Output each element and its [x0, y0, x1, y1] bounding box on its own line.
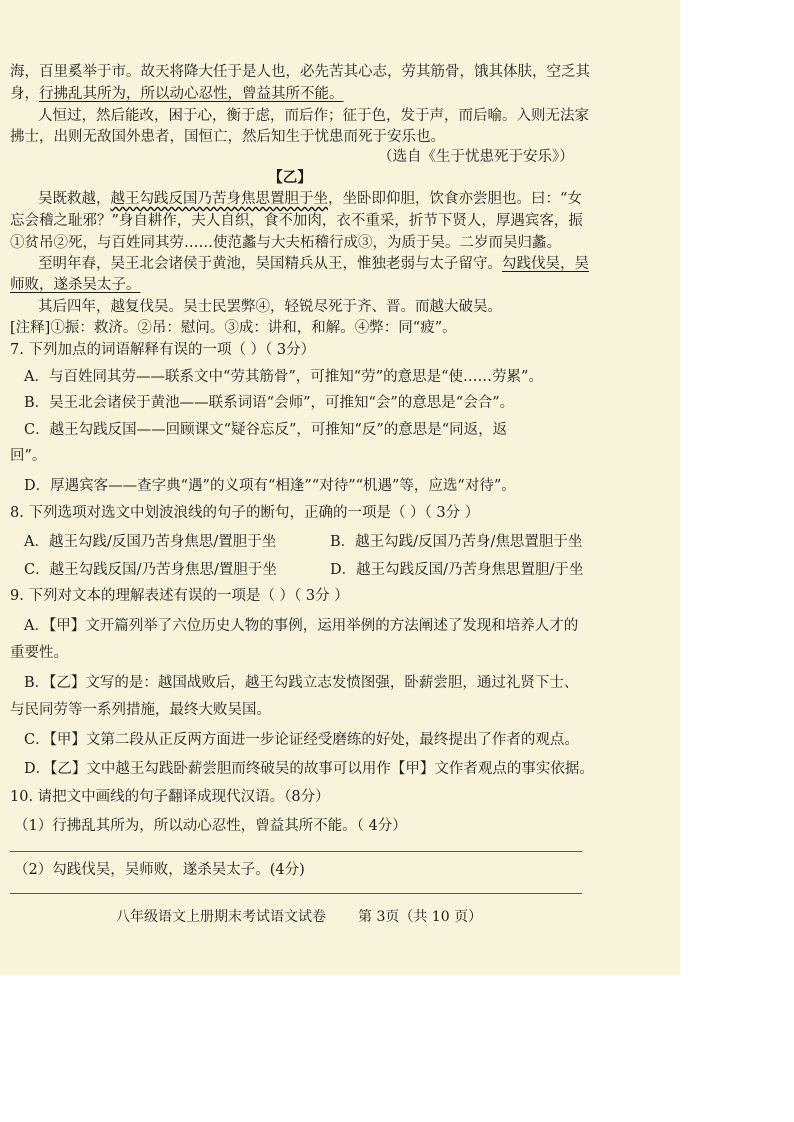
q9-option-c: C．【甲】文第二段从正反两方面进一步论证经受磨练的好处，最终提出了作者的观点。	[24, 732, 579, 748]
passage-jia-source: （选自《生于忧患死于安乐》）	[378, 149, 574, 165]
passage-jia-line-4: 拂士，出则无敌国外患者，国恒亡，然后知生于忧患而死于安乐也。	[10, 129, 445, 145]
q7-option-c-line-2: 回”。	[10, 448, 47, 464]
passage-jia-line-2-prefix: 身，	[10, 86, 39, 102]
q8-option-d: D．越王勾践反国/乃苦身焦思置胆/于坐	[330, 562, 584, 578]
passage-jia-line-2	[10, 84, 344, 104]
q10-stem: 10. 请把文中画线的句子翻译成现代汉语。（8分）	[10, 789, 330, 805]
underlined-sentence-2b: 师败，遂杀吴太子。	[10, 277, 141, 293]
q9-stem: 9. 下列对文本的理解表述有误的一项是（ ）（ 3分 ）	[10, 588, 349, 604]
exam-title: 八年级语文上册期末考试语文试卷	[116, 909, 326, 925]
q9-option-a-line-2: 重要性。	[10, 645, 68, 661]
q8-option-a: A．越王勾践/反国乃苦身焦思/置胆于坐	[24, 534, 277, 550]
answer-line-1	[10, 851, 582, 852]
q8-option-c: C．越王勾践反国/乃苦身焦思/置胆于坐	[24, 562, 277, 578]
passage-yi-p2-line-1	[38, 254, 589, 274]
q10-sentence-2: （2）勾践伐吴，吴师败，遂杀吴太子。(4分)	[14, 862, 305, 878]
passage-yi-p1-prefix: 吴既救越，	[38, 191, 111, 207]
passage-yi-p2-prefix: 至明年春，吴王北会诸侯于黄池，吴国精兵从王，惟独老弱与太子留守。	[38, 256, 502, 272]
underlined-sentence-2a: 勾践伐吴，吴	[502, 256, 589, 272]
q7-stem: 7. 下列加点的词语解释有误的一项（ ）（ 3分）	[10, 342, 316, 358]
passage-yi-p2-line-2	[10, 275, 141, 295]
passage-yi-p1-line-2: 忘会稽之耻邪？”身自耕作，夫人自织，食不加肉，衣不重采，折节下贤人，厚遇宾客，振	[10, 213, 583, 229]
underlined-sentence-1: 行拂乱其所为，所以动心忍性，曾益其所不能。	[39, 86, 344, 102]
q9-option-b-line-2: 与民同劳等一系列措施，最终大败吴国。	[10, 702, 271, 718]
wavy-underlined-sentence: 越王勾践反国乃苦身焦思置胆于坐	[110, 191, 328, 207]
q9-option-b-line-1: B．【乙】文写的是：越国战败后，越王勾践立志发愤图强，卧薪尝胆，通过礼贤下士、	[24, 675, 579, 691]
passage-jia-line-1: 海，百里奚举于市。故天将降大任于是人也，必先苦其心志，劳其筋骨，饿其体肤，空乏其	[10, 64, 590, 80]
q10-sentence-1: （1）行拂乱其所为，所以动心忍性，曾益其所不能。（ 4分）	[14, 818, 407, 834]
passage-yi-p3-line-1: 其后四年，越复伐吴。吴士民罢弊④，轻锐尽死于齐、晋。而越大破吴。	[38, 299, 502, 315]
passage-yi-p1-suffix: ，坐卧即仰胆，饮食亦尝胆也。曰：“女	[328, 191, 582, 207]
passage-yi-heading: 【乙】	[268, 169, 312, 186]
q9-option-a-line-1: A．【甲】文开篇列举了六位历史人物的事例，运用举例的方法阐述了发现和培养人才的	[24, 618, 579, 634]
page-number: 第 3页（共 10 页）	[358, 909, 483, 925]
q8-option-b: B．越王勾践/反国乃苦身/焦思置胆于坐	[330, 534, 583, 550]
q7-option-a: A．与百姓同其劳——联系文中“劳其筋骨”，可推知“劳”的意思是“使……劳累”。	[24, 369, 543, 385]
q7-option-b: B．吴王北会诸侯于黄池——联系词语“会师”，可推知“会”的意思是“会合”。	[24, 395, 515, 411]
q9-option-d: D．【乙】文中越王勾践卧薪尝胆而终破吴的故事可以用作【甲】文作者观点的事实依据。	[24, 761, 594, 777]
passage-yi-notes: [注释]①振：救济。②吊：慰问。③成：讲和，和解。④弊：同“疲”。	[10, 320, 457, 336]
q7-option-c-line-1: C．越王勾践反国——回顾课文“疑谷忘反”，可推知“反”的意思是“同返，返	[24, 422, 508, 438]
passage-yi-p1-line-1	[38, 189, 582, 209]
answer-line-2	[10, 893, 582, 894]
q8-stem: 8. 下列选项对选文中划波浪线的句子的断句，正确的一项是（ ）（ 3分 ）	[10, 505, 480, 521]
passage-jia-line-3: 人恒过，然后能改，困于心，衡于虑，而后作；征于色，发于声，而后喻。入则无法家	[38, 108, 589, 124]
q7-option-d: D．厚遇宾客——查字典“遇”的义项有“相逢”“对待”“机遇”等，应选“对待”。	[24, 478, 516, 494]
passage-yi-p1-line-3: ①贫吊②死，与百姓同其劳……使范蠡与大夫柘稽行成③，为质于吴。二岁而吴归蠡。	[10, 235, 561, 251]
